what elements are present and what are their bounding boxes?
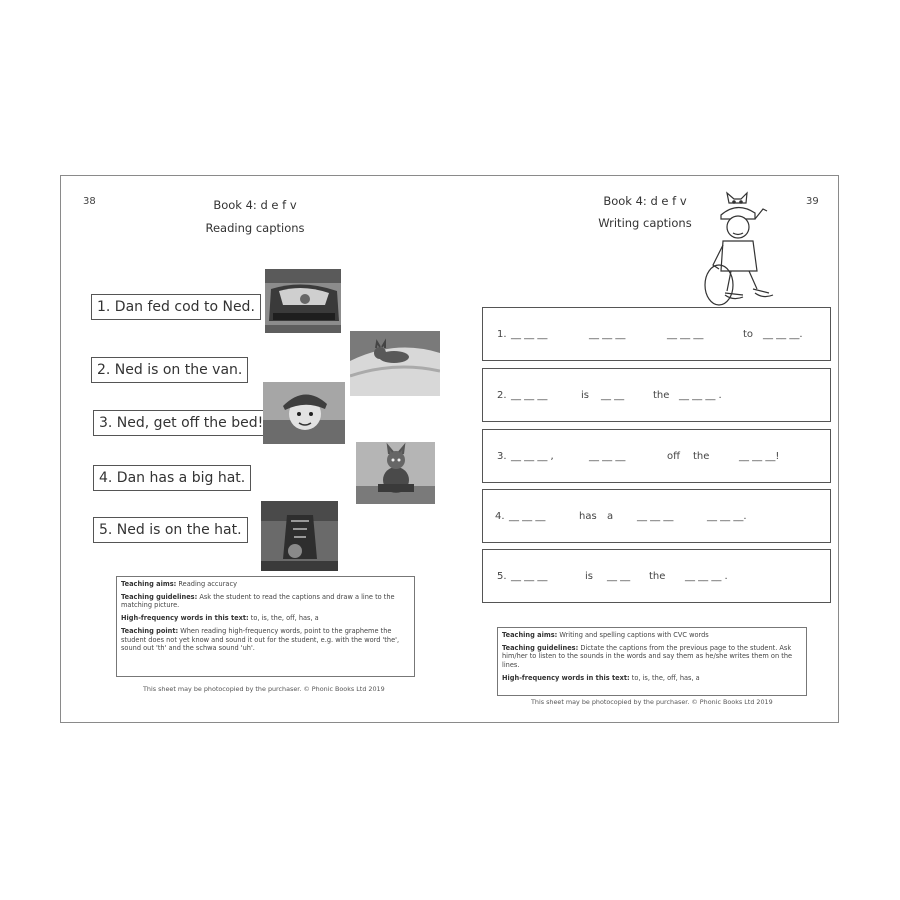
footer-left: This sheet may be photocopied by the purchaser. © Phonic Books Ltd 2019	[143, 685, 385, 693]
notes-guidelines-text: Ask the student to read the captions and draw a line to the matching picture.	[121, 592, 395, 610]
line-5-blank-2: __ __	[607, 570, 631, 582]
photo-cat-on-hat	[356, 442, 435, 504]
line-5-word-the: the	[649, 570, 666, 582]
line-5-blank-1: __ __ __	[511, 570, 548, 582]
notes-point-label: Teaching point:	[121, 627, 179, 636]
line-2-blank-1: __ __ __	[511, 389, 548, 401]
caption-5: 5. Ned is on the hat.	[93, 517, 248, 543]
line-5-number: 5.	[497, 570, 507, 582]
line-1-blank-2: __ __ __	[589, 328, 626, 340]
line-4-word-a: a	[607, 510, 614, 522]
line-3-word-the: the	[693, 450, 710, 462]
teaching-notes-left	[116, 576, 415, 677]
caption-3: 3. Ned, get off the bed!	[93, 410, 269, 436]
notes-point-text: When reading high-frequency words, point to the grapheme the student does not yet know and sound it out for the student, e.g. with the word 'the', sound out 'th' and the schwa sound 'uh'.	[121, 627, 400, 652]
line-3-blank-1: __ __ __ ,	[511, 450, 554, 462]
notes-aims-text: Reading accuracy	[178, 580, 237, 588]
line-4-blank-1: __ __ __	[509, 510, 546, 522]
notes-right-aims-label: Teaching aims:	[502, 631, 558, 639]
line-1-blank-4: __ __ __.	[763, 328, 803, 340]
notes-right-guidelines-label: Teaching guidelines:	[502, 643, 579, 652]
photo-cat-on-van	[350, 331, 440, 396]
page-subheader-left: Reading captions	[205, 221, 305, 235]
caption-4: 4. Dan has a big hat.	[93, 465, 251, 491]
caption-2: 2. Ned is on the van.	[91, 357, 248, 383]
notes-hfw-label: High-frequency words in this text:	[121, 614, 249, 623]
writing-line-1[interactable]	[482, 307, 831, 361]
line-2-number: 2.	[497, 389, 507, 401]
page-number-left: 38	[83, 196, 96, 207]
footer-right: This sheet may be photocopied by the purchaser. © Phonic Books Ltd 2019	[531, 698, 773, 706]
page-number-right: 39	[806, 196, 819, 207]
line-3-word-off: off	[667, 450, 681, 462]
character-illustration	[701, 189, 781, 309]
line-1-blank-1: __ __ __	[511, 328, 548, 340]
line-1-word-to: to	[743, 328, 754, 340]
line-4-blank-2: __ __ __	[637, 510, 674, 522]
writing-line-2[interactable]	[482, 368, 831, 422]
line-4-word-has: has	[579, 510, 597, 522]
photo-boy-in-hat	[263, 382, 345, 444]
line-3-blank-2: __ __ __	[589, 450, 626, 462]
photo-van	[265, 269, 341, 333]
notes-hfw-text: to, is, the, off, has, a	[250, 614, 319, 623]
teaching-notes-right	[497, 627, 807, 696]
line-5-blank-3: __ __ __ .	[685, 570, 728, 582]
photo-cat-in-bag	[261, 501, 338, 571]
notes-guidelines-label: Teaching guidelines:	[121, 592, 198, 601]
line-2-blank-3: __ __ __ .	[679, 389, 722, 401]
line-2-word-the: the	[653, 389, 670, 401]
writing-line-3[interactable]	[482, 429, 831, 483]
line-3-blank-3: __ __ __!	[739, 450, 780, 462]
line-4-number: 4.	[495, 510, 505, 522]
page-header-left: Book 4: d e f v	[213, 198, 297, 212]
notes-right-hfw-label: High-frequency words in this text:	[502, 673, 630, 682]
writing-line-5[interactable]	[482, 549, 831, 603]
page-subheader-right: Writing captions	[598, 216, 692, 230]
notes-aims-label: Teaching aims:	[121, 580, 177, 588]
line-2-blank-2: __ __	[601, 389, 625, 401]
workbook-spread	[60, 175, 839, 723]
notes-right-aims-text: Writing and spelling captions with CVC words	[559, 631, 709, 639]
line-1-blank-3: __ __ __	[667, 328, 704, 340]
notes-right-guidelines-text: Dictate the captions from the previous page to the student. Ask him/her to listen to the sounds in the words and say them as he/she writes them on the lines.	[502, 643, 793, 669]
line-5-word-is: is	[585, 570, 593, 582]
line-2-word-is: is	[581, 389, 589, 401]
line-3-number: 3.	[497, 450, 507, 462]
page-header-right: Book 4: d e f v	[603, 194, 687, 208]
caption-1: 1. Dan fed cod to Ned.	[91, 294, 261, 320]
line-1-number: 1.	[497, 328, 507, 340]
notes-right-hfw-text: to, is, the, off, has, a	[631, 673, 700, 682]
line-4-blank-3: __ __ __.	[707, 510, 747, 522]
writing-line-4[interactable]	[482, 489, 831, 543]
